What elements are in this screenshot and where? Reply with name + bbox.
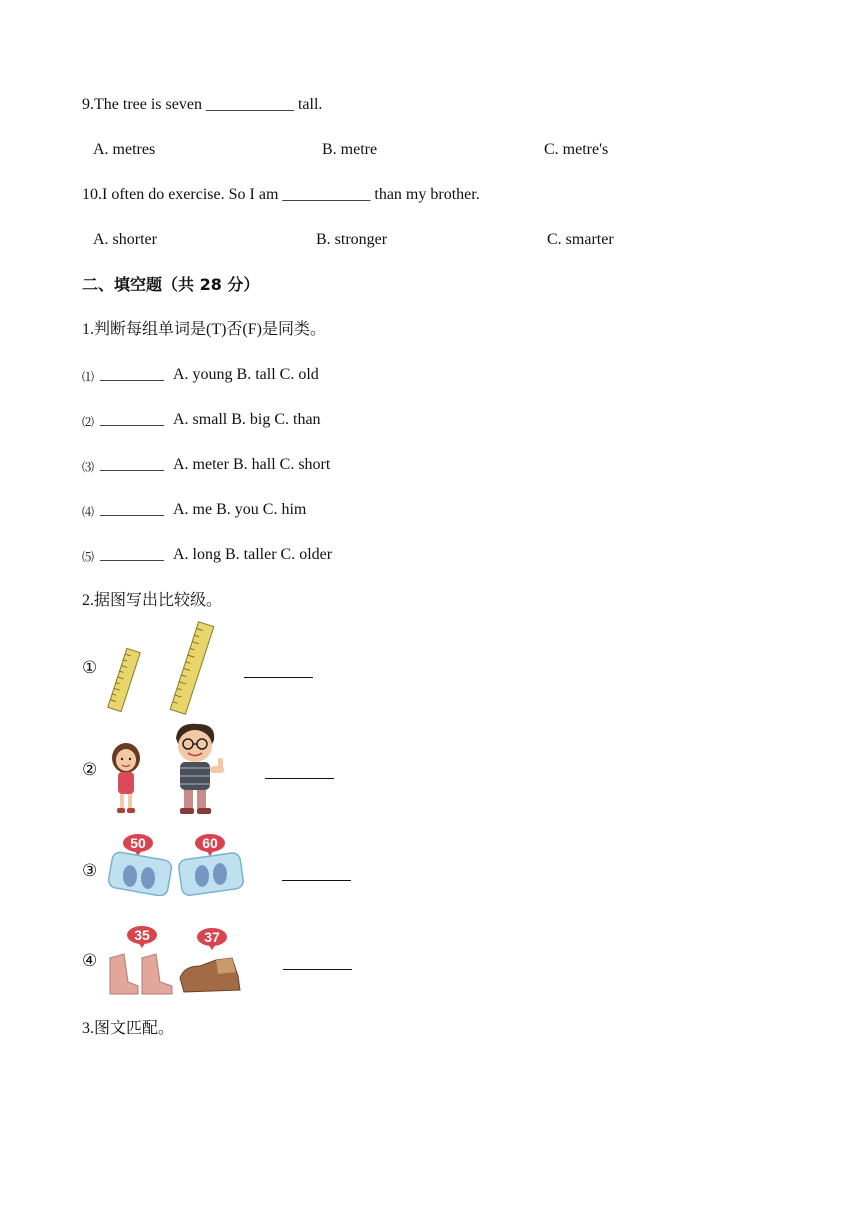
- item-number: ⑷: [82, 505, 95, 519]
- answer-blank[interactable]: ________: [100, 456, 164, 473]
- shoe-icon: [104, 924, 176, 996]
- question-1-prompt: 1.判断每组单词是(T)否(F)是同类。: [82, 321, 326, 338]
- question-3-prompt: 3.图文匹配。: [82, 1020, 175, 1037]
- girl-icon: [104, 740, 148, 818]
- word-group: A. small B. big C. than: [173, 411, 321, 428]
- answer-blank[interactable]: [283, 969, 352, 970]
- question-9-option-b: B. metre: [322, 141, 378, 158]
- scale-icon: [172, 832, 252, 896]
- shoe-icon: [176, 924, 246, 996]
- question-10-option-c: C. smarter: [547, 231, 614, 248]
- answer-blank[interactable]: ________: [100, 411, 164, 428]
- answer-blank[interactable]: [244, 677, 313, 678]
- boy-icon: [164, 720, 230, 818]
- section-title: 二、填空题（共 28 分）: [82, 275, 260, 294]
- question-9-option-c: C. metre's: [544, 141, 609, 158]
- item-number: ⑸: [82, 550, 95, 564]
- item-number: ⑵: [82, 415, 95, 429]
- word-group: A. young B. tall C. old: [173, 366, 319, 383]
- weight-label: 50: [130, 835, 146, 851]
- item-number: ①: [82, 658, 98, 678]
- question-10-stem: 10.I often do exercise. So I am ___________ than my brother.: [82, 186, 480, 203]
- word-group: A. meter B. hall C. short: [173, 456, 331, 473]
- size-label: 37: [204, 929, 220, 945]
- item-number: ③: [82, 861, 98, 881]
- item-number: ④: [82, 951, 98, 971]
- answer-blank[interactable]: ________: [100, 366, 164, 383]
- weight-label: 60: [202, 835, 218, 851]
- item-number: ⑶: [82, 460, 95, 474]
- ruler-long-icon: [164, 620, 220, 716]
- answer-blank[interactable]: [282, 880, 351, 881]
- question-10-option-a: A. shorter: [93, 231, 157, 248]
- answer-blank[interactable]: [265, 778, 334, 779]
- answer-blank[interactable]: ________: [100, 546, 164, 563]
- question-9-stem: 9.The tree is seven ___________ tall.: [82, 96, 323, 113]
- item-number: ⑴: [82, 370, 95, 384]
- word-group: A. me B. you C. him: [173, 501, 307, 518]
- ruler-short-icon: [104, 645, 144, 715]
- item-number: ②: [82, 760, 98, 780]
- answer-blank[interactable]: ________: [100, 501, 164, 518]
- question-9-option-a: A. metres: [93, 141, 156, 158]
- scale-icon: [104, 832, 176, 896]
- question-10-option-b: B. stronger: [316, 231, 388, 248]
- word-group: A. long B. taller C. older: [173, 546, 333, 563]
- question-2-prompt: 2.据图写出比较级。: [82, 592, 223, 609]
- size-label: 35: [134, 927, 150, 943]
